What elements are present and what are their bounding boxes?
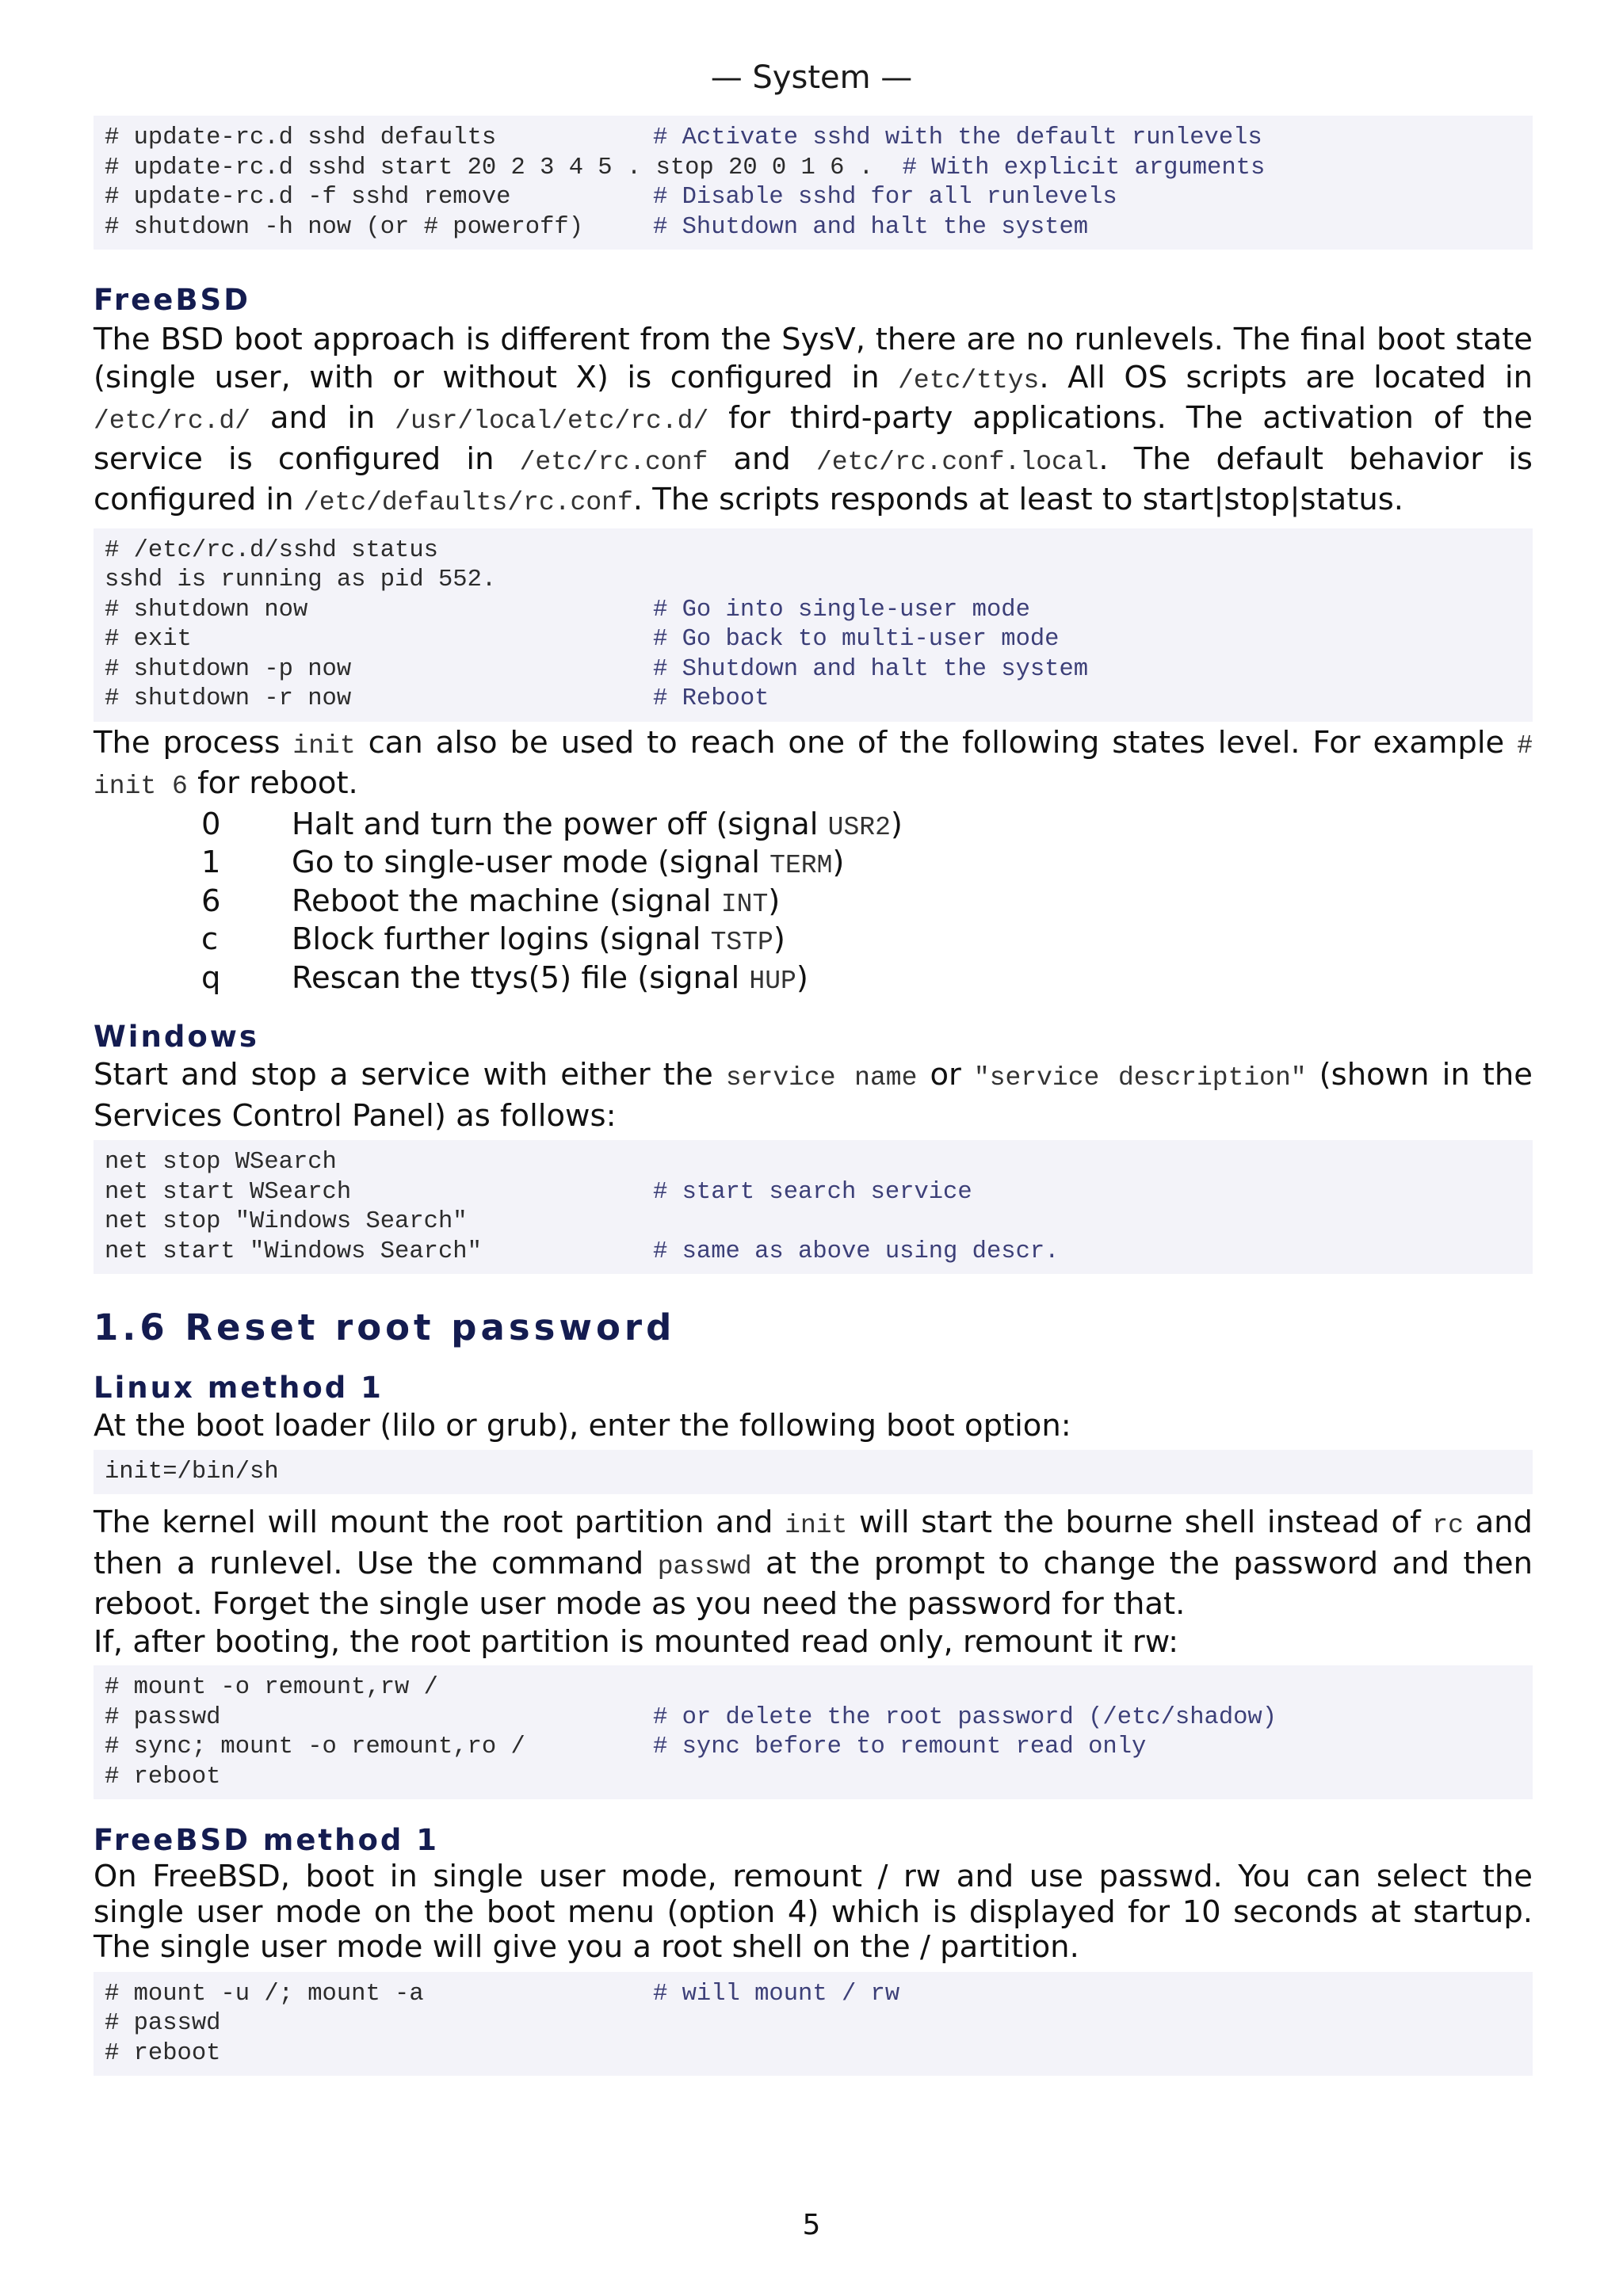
code-line [105,685,1522,715]
code-comment: # sync before to remount read only [653,1733,1147,1760]
code-line [105,1458,1522,1488]
code-line [105,1148,1522,1178]
code-block-update-rc [94,116,1533,250]
code-comment: # Shutdown and halt the system [653,655,1089,683]
code-block-boot-option [94,1450,1533,1495]
code-command: net start WSearch [105,1178,352,1206]
inline-code: /etc/rc.conf.local [815,447,1099,477]
code-line [105,213,1522,243]
code-comment: # start search service [653,1178,972,1206]
inline-code: /etc/rc.d/ [94,406,251,436]
init-state-description: Go to single-user mode (signal TERM) [292,845,845,880]
code-line [105,2009,1522,2039]
init-state-key: 0 [201,806,221,842]
init-state-key: q [201,959,221,996]
code-command: # exit [105,626,192,653]
inline-code: # init 6 [94,730,1533,801]
init-state-description: Halt and turn the power off (signal USR2) [292,806,903,842]
code-command: init=/bin/sh [105,1458,279,1486]
code-command: # passwd [105,1703,221,1731]
code-comment: # With explicit arguments [902,154,1266,181]
code-comment: # or delete the root password (/etc/shadow) [653,1703,1277,1731]
paragraph-windows-services: Start and stop a service with either the service name or "service description" (shown in the Services Control Panel) as follows: [94,1057,1533,1134]
code-block-freebsd-rc [94,528,1533,722]
code-line [105,154,1522,184]
code-line [105,536,1522,566]
code-command: # shutdown now [105,596,308,624]
code-comment: # same as above using descr. [653,1238,1060,1265]
code-line [105,1763,1522,1793]
code-line [105,124,1522,154]
code-command: # reboot [105,2039,221,2067]
code-line [105,596,1522,626]
init-state-description: Reboot the machine (signal INT) [292,883,781,919]
inline-code: init [785,1511,848,1540]
paragraph-remount-rw: If, after booting, the root partition is mounted read only, remount it rw: [94,1623,1179,1660]
heading-freebsd: FreeBSD [94,283,250,317]
code-line [105,1733,1522,1763]
paragraph-freebsd-single-user: On FreeBSD, boot in single user mode, remount / rw and use passwd. You can select the single user mode on the boot menu (option 4) which is displayed for 10 seconds at startup. The single user mode will give you a root shell on the / partition. [94,1859,1533,1965]
inline-code: init [292,730,356,761]
code-line [105,566,1522,596]
code-command: # update-rc.d -f sshd remove [105,184,511,211]
signal-name: USR2 [827,812,891,842]
code-command: net start "Windows Search" [105,1238,482,1265]
code-line [105,1207,1522,1238]
page-content [94,113,1533,2076]
inline-code: /usr/local/etc/rc.d/ [395,406,709,436]
code-command: sshd is running as pid 552. [105,566,497,593]
code-comment: # Reboot [653,685,769,712]
init-state-key: 6 [201,883,221,919]
init-state-key: c [201,921,219,957]
init-state-key: 1 [201,845,221,880]
code-line [105,1703,1522,1733]
code-comment: # Activate sshd with the default runlevels [653,124,1262,151]
paragraph-init-states: The process init can also be used to reach one of the following states level. For example # init 6 for reboot. [94,724,1533,801]
heading-linux-method-1: Linux method 1 [94,1371,384,1405]
code-block-remount [94,1665,1533,1799]
signal-name: TSTP [710,928,773,957]
code-command: # reboot [105,1763,221,1791]
code-command: # mount -o remount,rw / [105,1674,438,1701]
code-line [105,655,1522,685]
init-state-item [94,844,1533,883]
code-command: # passwd [105,2010,221,2037]
signal-name: INT [720,889,769,919]
code-block-windows-net [94,1140,1533,1274]
code-block-freebsd-mount [94,1972,1533,2077]
inline-code: /etc/rc.conf [519,447,708,477]
paragraph-boot-loader: At the boot loader (lilo or grub), enter the following boot option: [94,1408,1071,1444]
init-state-item [94,921,1533,959]
code-line [105,1673,1522,1703]
inline-code: /etc/defaults/rc.conf [303,488,633,517]
code-command: # mount -u /; mount -a [105,1980,424,2008]
code-command: # shutdown -p now [105,655,352,683]
init-state-description: Block further logins (signal TSTP) [292,921,785,957]
code-comment: # will mount / rw [653,1980,900,2008]
code-line [105,183,1522,213]
inline-code: /etc/ttys [898,365,1040,395]
code-command: # /etc/rc.d/sshd status [105,536,438,564]
code-line [105,1980,1522,2010]
init-state-item [94,959,1533,998]
paragraph-freebsd-boot: The BSD boot approach is different from the SysV, there are no runlevels. The final boot state (single user, with or without X) is configured in /etc/ttys. All OS scripts are located in /etc/rc.d/ and in /usr/local/etc/rc.d/ for third-party applications. The activation of the service is configured in /etc/rc.conf and /etc/rc.conf.local. The default behavior is configured in /etc/defaults/rc.conf. The scripts responds at least to start|stop|status. [94,322,1533,517]
inline-code: service name [725,1063,918,1093]
init-state-item [94,806,1533,845]
code-line [105,1238,1522,1268]
signal-name: HUP [749,966,796,996]
signal-name: TERM [769,851,833,880]
inline-code: passwd [657,1551,752,1581]
heading-freebsd-method-1: FreeBSD method 1 [94,1823,439,1857]
code-comment: # Go into single-user mode [653,596,1030,624]
page-number: 5 [802,2209,821,2241]
code-command: net stop WSearch [105,1149,337,1176]
inline-code: "service description" [973,1063,1307,1093]
heading-windows: Windows [94,1020,259,1054]
code-command: # shutdown -h now (or # poweroff) [105,213,583,241]
inline-code: rc [1432,1511,1464,1540]
code-command: # update-rc.d sshd start 20 2 3 4 5 . stop 20 0 1 6 . [105,154,874,181]
code-command: # sync; mount -o remount,ro / [105,1733,525,1760]
code-line [105,2039,1522,2069]
code-comment: # Shutdown and halt the system [653,213,1089,241]
page-header: — System — [710,59,913,96]
code-line [105,1178,1522,1208]
code-line [105,625,1522,655]
paragraph-kernel-mount: The kernel will mount the root partition and init will start the bourne shell instead of rc and then a runlevel. Use the command passwd at the prompt to change the password and then reboot. Forget the single user mode as you need the password for that. [94,1505,1533,1622]
init-state-item [94,883,1533,921]
code-command: net stop "Windows Search" [105,1208,468,1235]
code-comment: # Disable sshd for all runlevels [653,184,1117,211]
code-comment: # Go back to multi-user mode [653,626,1060,653]
code-command: # shutdown -r now [105,685,352,712]
code-command: # update-rc.d sshd defaults [105,124,497,151]
init-states-list [94,806,1533,998]
init-state-description: Rescan the ttys(5) file (signal HUP) [292,959,808,996]
section-title-reset-root-password: 1.6 Reset root password [94,1306,676,1348]
